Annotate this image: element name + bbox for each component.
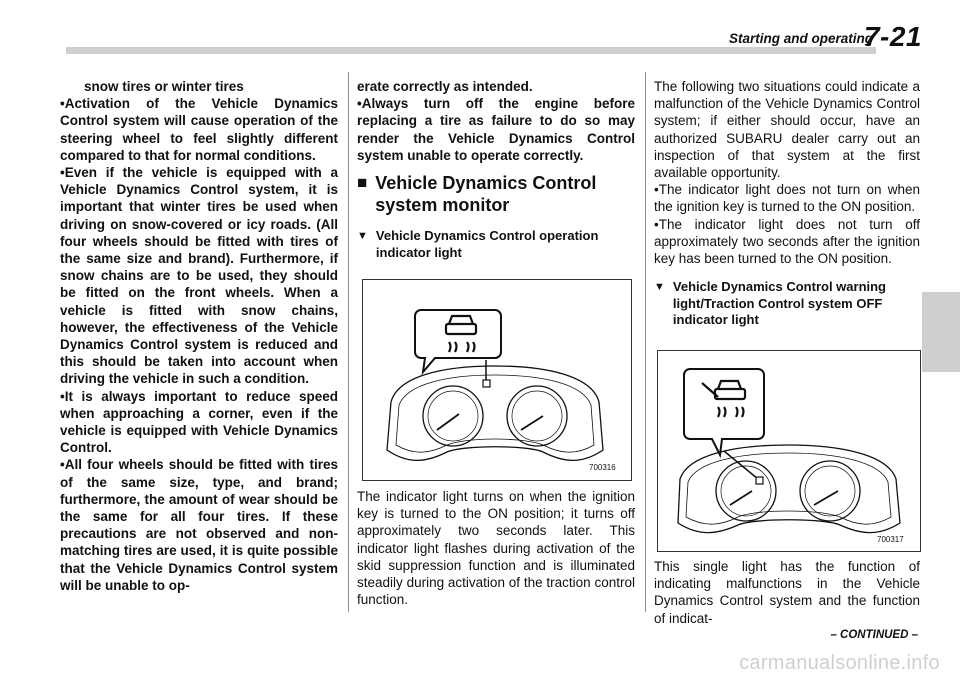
triangle-bullet-icon: ▼ <box>357 230 368 243</box>
col3-body-text: This single light has the function of indicating malfunctions in the Vehicle Dynamics Control system and the function of indicat- <box>654 559 920 626</box>
col2-body-text: The indicator light turns on when the ignition key is turned to the ON position; it turns off approximately two seconds later. This indicator light flashes during activation of the skid suppression function and is illuminated steadily during activation of the traction control function. <box>357 489 635 608</box>
column-3 <box>654 78 920 329</box>
col1-bullet-4: • All four wheels should be fitted with tires of the same size, type, and brand; furthermore, the amount of wear should be the same for all four tires. If these precautions are not observed and non-matching tires are used, it is quite possible that the Vehicle Dynamics Control system will be unable to op- <box>60 456 338 594</box>
col2-bullet: • Always turn off the engine before replacing a tire as failure to do so may render the Vehicle Dynamics Control system unable to operate correctly. <box>357 95 635 164</box>
skid-off-icon <box>702 381 745 417</box>
section-title: Starting and operating <box>728 31 873 46</box>
figure-code: 700316 <box>589 463 616 472</box>
col1-lead: snow tires or winter tires <box>84 79 244 94</box>
chapter-tab <box>922 292 960 372</box>
col1-bullet-1: • Activation of the Vehicle Dynamics Control system will cause operation of the steering wheel to feel slightly different compared to that for normal conditions. <box>60 95 338 164</box>
warning-lamp-marker <box>756 477 763 484</box>
column-1 <box>60 78 338 594</box>
warning-light-heading: ▼ Vehicle Dynamics Control warning light/Traction Control system OFF indicator light <box>654 279 887 328</box>
col3-body <box>654 558 920 627</box>
operation-indicator-heading: ▼ Vehicle Dynamics Control operation indicator light <box>357 228 599 260</box>
col1-bullet-3: • It is always important to reduce speed when approaching a corner, even if the vehicle is equipped with Vehicle Dynamics Control. <box>60 388 338 457</box>
col3-bullet-1: • The indicator light does not turn on when the ignition key is turned to the ON position. <box>654 181 920 215</box>
triangle-bullet-icon: ▼ <box>654 281 665 294</box>
skid-car-icon <box>446 316 476 352</box>
instrument-cluster-illustration <box>363 280 631 480</box>
figure-code: 700317 <box>877 535 904 544</box>
column-2 <box>357 78 635 261</box>
col3-intro: The following two situations could indicate a malfunction of the Vehicle Dynamics Control system; if either should occur, have an authorized SUBARU dealer carry out an inspection of that system at the first available opportunity. <box>654 79 920 181</box>
figure-operation-indicator <box>362 279 632 481</box>
col2-body <box>357 488 635 608</box>
watermark: carmanualsonline.info <box>739 652 940 674</box>
indicator-lamp-marker <box>483 380 490 387</box>
square-bullet-icon: ■ <box>357 173 368 193</box>
page-number: 7-21 <box>863 21 922 52</box>
figure-warning-light <box>657 350 921 552</box>
col2-lead: erate correctly as intended. <box>357 79 533 94</box>
header-bar <box>66 47 876 54</box>
continued-label: – CONTINUED – <box>830 629 918 641</box>
column-divider-2 <box>645 72 646 612</box>
column-divider-1 <box>348 72 349 612</box>
instrument-cluster-illustration-2 <box>658 351 920 551</box>
col3-bullet-2: • The indicator light does not turn off approximately two seconds after the ignition key has been turned to the ON position. <box>654 216 920 268</box>
section-heading: ■ Vehicle Dynamics Control system monitor <box>357 173 597 216</box>
col1-bullet-2: • Even if the vehicle is equipped with a Vehicle Dynamics Control system, it is important that winter tires be used when driving on snow-covered or icy roads. (All four wheels should be fitted with tires of the same size and brand). Furthermore, if snow chains are to be used, they should be fitted on the front wheels. When a vehicle is fitted with snow chains, however, the effectiveness of the Vehicle Dynamics Control system is reduced and this should be taken into account when driving the vehicle in such a condition. <box>60 164 338 388</box>
